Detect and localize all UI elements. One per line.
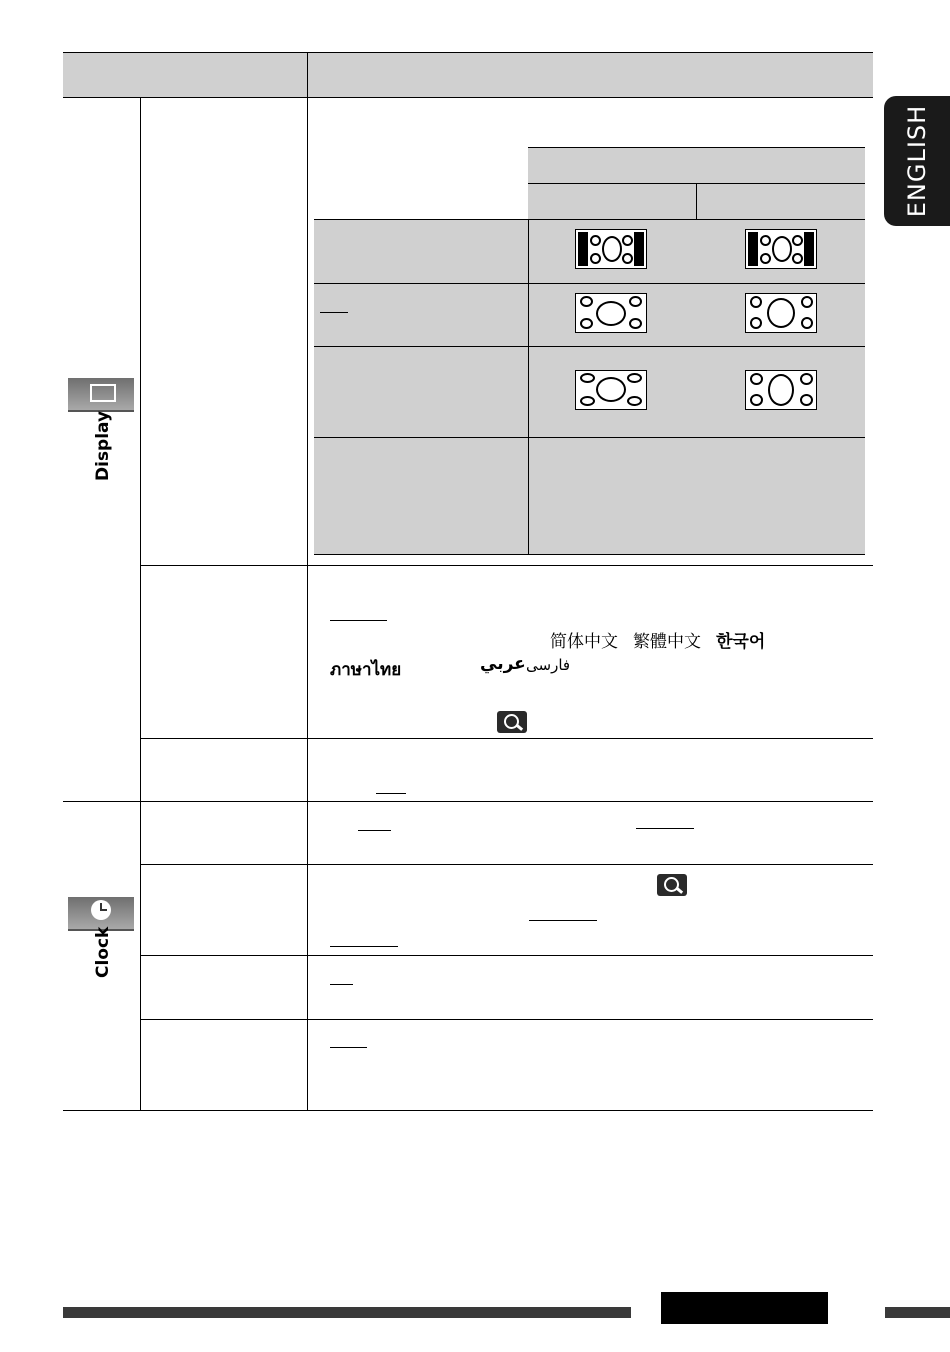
language-option-korean: 한국어 (716, 632, 766, 652)
section-border (63, 801, 873, 802)
default-underline (330, 1047, 367, 1048)
magnifier-icon (657, 874, 687, 896)
row-border (140, 565, 873, 566)
footer-bar-right (885, 1307, 950, 1318)
side-tab-label: ENGLISH (903, 104, 931, 218)
picture-frame-icon (745, 229, 817, 269)
default-underline (376, 793, 406, 794)
language-option-simplified-chinese: 简体中文 (550, 632, 618, 652)
picture-frame-icon (575, 293, 647, 333)
aspect-border (314, 554, 865, 555)
header-divider (307, 52, 308, 1110)
default-underline (529, 920, 597, 921)
category-divider (140, 97, 141, 1110)
aspect-border (528, 219, 529, 555)
default-underline (636, 828, 694, 829)
picture-frame-icon (575, 229, 647, 269)
aspect-border (314, 219, 865, 220)
language-option-traditional-chinese: 繁體中文 (633, 632, 701, 652)
language-option-persian: فارسی (526, 656, 571, 674)
aspect-border (314, 346, 865, 347)
footer-bar-left (63, 1307, 631, 1318)
row-border (140, 864, 873, 865)
category-clock-label: Clock (93, 926, 113, 978)
row-border (140, 955, 873, 956)
default-underline (330, 946, 398, 947)
picture-frame-icon (575, 370, 647, 410)
language-option-arabic: عربي (480, 654, 526, 674)
table-header (63, 52, 873, 97)
monitor-icon (68, 378, 134, 412)
row-border (140, 738, 873, 739)
picture-frame-icon (745, 370, 817, 410)
category-display-label: Display (93, 410, 113, 481)
language-option-thai: ภาษาไทย (330, 660, 402, 680)
default-underline (358, 830, 391, 831)
aspect-border (314, 283, 865, 284)
table-bottom-border (63, 1110, 873, 1111)
default-underline (330, 984, 353, 985)
default-underline (330, 620, 387, 621)
language-side-tab (884, 96, 950, 226)
footer-page-block (661, 1292, 828, 1324)
aspect-border (528, 147, 865, 148)
aspect-border (314, 437, 865, 438)
row-border (140, 1019, 873, 1020)
table-header-border (63, 97, 873, 98)
picture-frame-icon (745, 293, 817, 333)
default-underline (320, 312, 348, 313)
table-top-border (63, 52, 873, 53)
magnifier-icon (497, 711, 527, 733)
